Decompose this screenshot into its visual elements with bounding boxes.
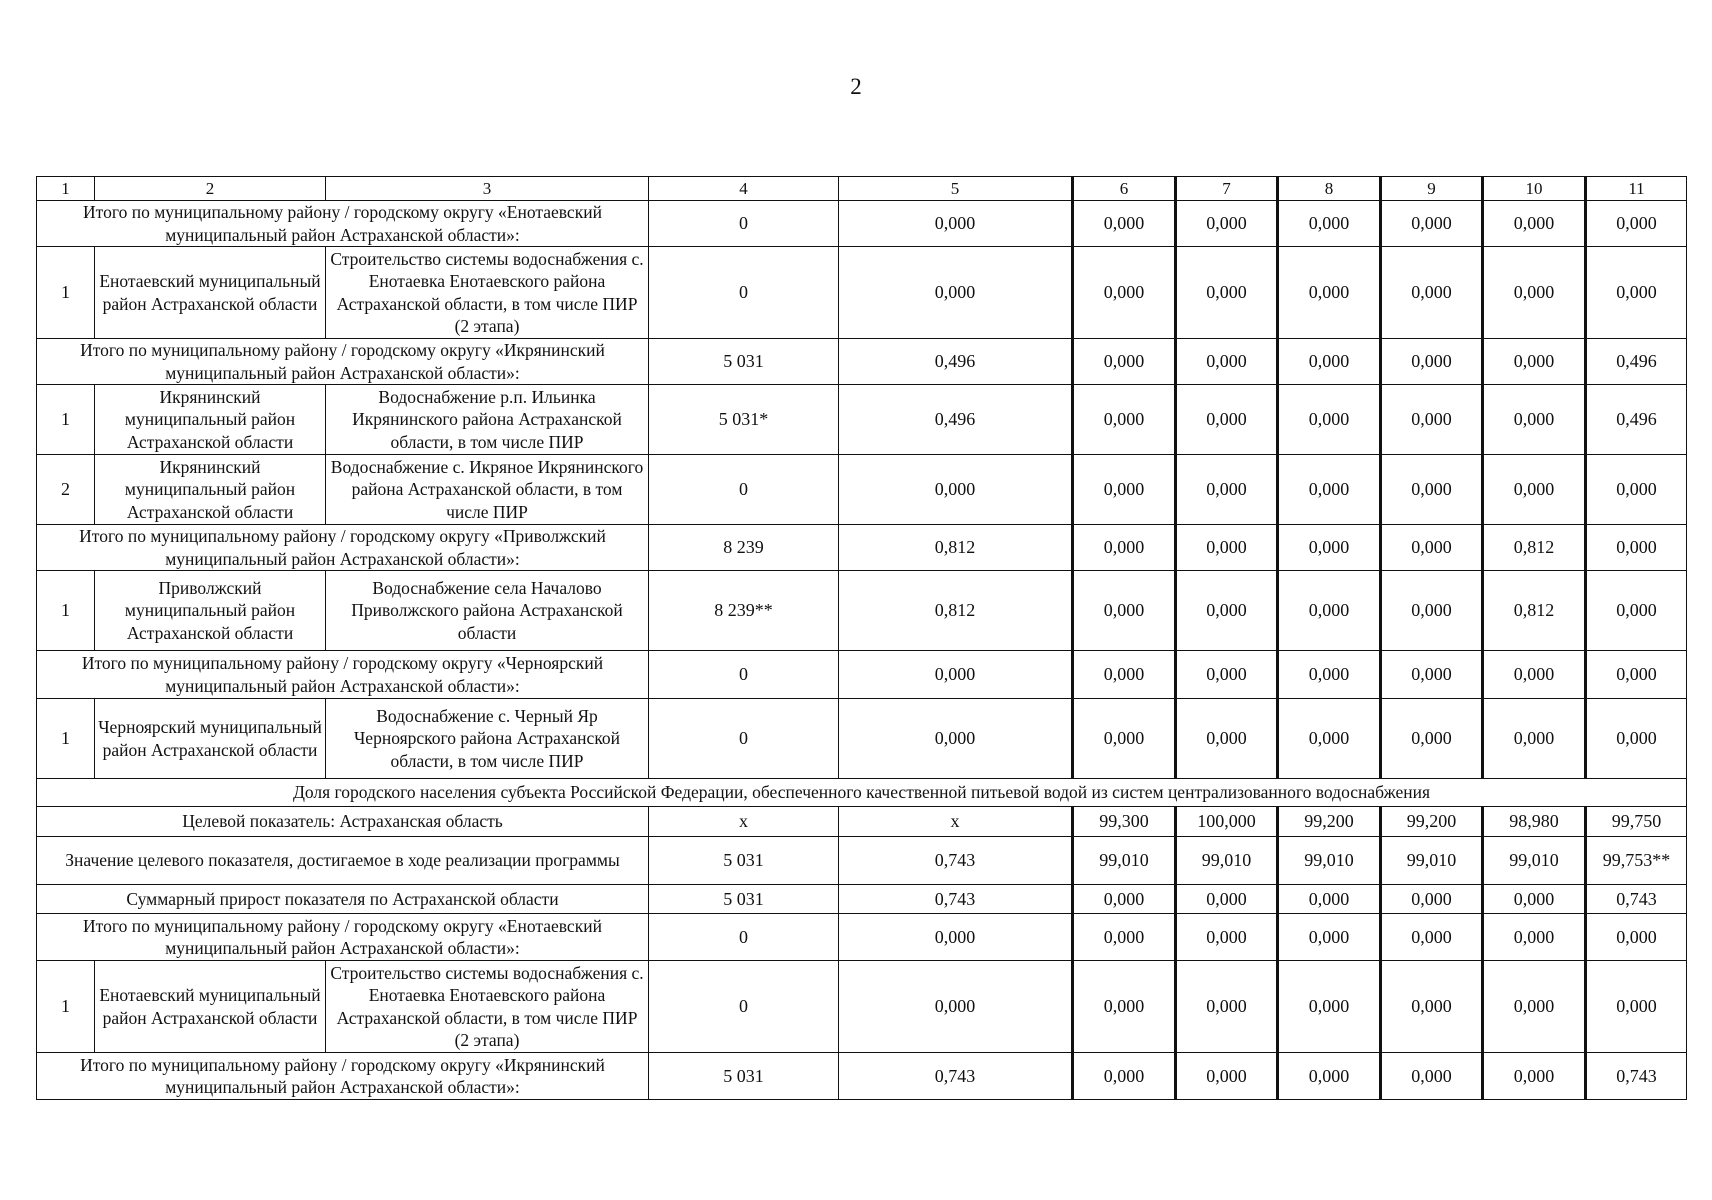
column-number-header: 6 [1073,177,1176,201]
year-value: 0,000 [1073,247,1176,339]
column-5-value: 0,812 [839,571,1073,651]
year-value: 0,000 [1278,885,1381,914]
column-number-header: 11 [1586,177,1687,201]
year-value: 0,000 [1483,201,1586,247]
year-value: 99,010 [1381,837,1483,885]
year-value: 0,000 [1073,201,1176,247]
column-5-value: 0,496 [839,339,1073,385]
subtotal-row [37,914,1687,961]
year-value: 0,000 [1381,961,1483,1053]
year-value: 98,980 [1483,807,1586,837]
year-value: 0,000 [1176,247,1278,339]
year-value: 0,000 [1073,914,1176,961]
column-number-header: 10 [1483,177,1586,201]
year-value: 0,000 [1586,699,1687,779]
year-value: 0,000 [1176,885,1278,914]
column-4-value: x [649,807,839,837]
column-4-value: 8 239 [649,525,839,571]
subtotal-row [37,1053,1687,1100]
column-4-value: 5 031* [649,385,839,455]
year-value: 99,200 [1278,807,1381,837]
column-4-value: 0 [649,247,839,339]
year-value: 99,010 [1278,837,1381,885]
year-value: 0,000 [1483,339,1586,385]
section-heading: Доля городского населения субъекта Российской Федерации, обеспеченного качественной питьевой водой из систем централизованного водоснабжения [37,779,1687,807]
row-number: 1 [37,247,95,339]
column-5-value: 0,743 [839,837,1073,885]
row-label: Целевой показатель: Астраханская область [37,807,649,837]
object-name: Строительство системы водоснабжения с. Енотаевка Енотаевского района Астраханской области, в том числе ПИР (2 этапа) [326,961,649,1053]
year-value: 0,000 [1483,455,1586,525]
section-heading-row [37,779,1687,807]
year-value: 0,000 [1073,385,1176,455]
year-value: 0,000 [1278,914,1381,961]
year-value: 0,000 [1483,885,1586,914]
year-value: 0,496 [1586,339,1687,385]
subtotal-row [37,837,1687,885]
year-value: 0,000 [1278,571,1381,651]
year-value: 0,000 [1073,961,1176,1053]
row-label: Итого по муниципальному району / городскому округу «Енотаевский муниципальный район Астраханской области»: [37,201,649,247]
year-value: 0,000 [1586,455,1687,525]
year-value: 0,000 [1073,455,1176,525]
year-value: 0,000 [1073,525,1176,571]
column-5-value: 0,000 [839,455,1073,525]
year-value: 0,000 [1586,914,1687,961]
year-value: 0,000 [1073,885,1176,914]
row-number: 2 [37,455,95,525]
year-value: 0,000 [1483,385,1586,455]
year-value: 0,000 [1278,699,1381,779]
year-value: 100,000 [1176,807,1278,837]
column-5-value: 0,000 [839,914,1073,961]
program-indicators-table [36,176,1687,1100]
column-number-header: 8 [1278,177,1381,201]
row-number: 1 [37,699,95,779]
year-value: 0,000 [1073,699,1176,779]
district-name: Енотаевский муниципальный район Астраханской области [95,961,326,1053]
subtotal-row [37,885,1687,914]
column-5-value: 0,000 [839,961,1073,1053]
year-value: 0,000 [1381,914,1483,961]
district-name: Приволжский муниципальный район Астраханской области [95,571,326,651]
column-4-value: 5 031 [649,885,839,914]
row-label: Итого по муниципальному району / городскому округу «Черноярский муниципальный район Астраханской области»: [37,651,649,699]
column-4-value: 0 [649,651,839,699]
column-5-value: x [839,807,1073,837]
column-number-header: 4 [649,177,839,201]
year-value: 0,000 [1278,651,1381,699]
year-value: 0,000 [1381,201,1483,247]
subtotal-row [37,807,1687,837]
year-value: 99,010 [1483,837,1586,885]
row-label: Суммарный прирост показателя по Астраханской области [37,885,649,914]
year-value: 0,000 [1483,1053,1586,1100]
column-number-header: 9 [1381,177,1483,201]
year-value: 0,000 [1176,201,1278,247]
year-value: 0,000 [1381,1053,1483,1100]
district-name: Икрянинский муниципальный район Астраханской области [95,385,326,455]
year-value: 0,000 [1176,961,1278,1053]
year-value: 0,000 [1381,455,1483,525]
column-4-value: 0 [649,961,839,1053]
year-value: 0,000 [1073,571,1176,651]
year-value: 0,000 [1381,339,1483,385]
year-value: 0,000 [1381,885,1483,914]
year-value: 0,000 [1381,699,1483,779]
object-name: Водоснабжение с. Черный Яр Черноярского района Астраханской области, в том числе ПИР [326,699,649,779]
column-4-value: 0 [649,699,839,779]
row-label: Итого по муниципальному району / городскому округу «Икрянинский муниципальный район Астраханской области»: [37,1053,649,1100]
year-value: 99,200 [1381,807,1483,837]
column-5-value: 0,496 [839,385,1073,455]
subtotal-row [37,201,1687,247]
year-value: 0,812 [1483,571,1586,651]
year-value: 0,000 [1176,385,1278,455]
table-row [37,247,1687,339]
row-number: 1 [37,385,95,455]
year-value: 0,000 [1381,571,1483,651]
year-value: 0,000 [1586,961,1687,1053]
column-number-header: 2 [95,177,326,201]
table-row [37,961,1687,1053]
column-4-value: 8 239** [649,571,839,651]
year-value: 0,000 [1176,571,1278,651]
table-row [37,385,1687,455]
column-5-value: 0,812 [839,525,1073,571]
object-name: Строительство системы водоснабжения с. Енотаевка Енотаевского района Астраханской области, в том числе ПИР (2 этапа) [326,247,649,339]
year-value: 99,753** [1586,837,1687,885]
year-value: 0,000 [1176,1053,1278,1100]
year-value: 99,300 [1073,807,1176,837]
year-value: 0,000 [1176,455,1278,525]
year-value: 0,000 [1278,961,1381,1053]
year-value: 99,010 [1176,837,1278,885]
year-value: 0,000 [1586,571,1687,651]
table-row [37,455,1687,525]
object-name: Водоснабжение с. Икряное Икрянинского района Астраханской области, в том числе ПИР [326,455,649,525]
subtotal-row [37,651,1687,699]
column-number-header: 3 [326,177,649,201]
year-value: 0,000 [1483,961,1586,1053]
subtotal-row [37,525,1687,571]
column-4-value: 0 [649,201,839,247]
column-5-value: 0,743 [839,1053,1073,1100]
district-name: Икрянинский муниципальный район Астраханской области [95,455,326,525]
year-value: 0,000 [1586,247,1687,339]
page-number: 2 [850,74,862,99]
year-value: 0,000 [1586,525,1687,571]
year-value: 0,000 [1278,247,1381,339]
year-value: 0,743 [1586,1053,1687,1100]
year-value: 99,750 [1586,807,1687,837]
row-number: 1 [37,961,95,1053]
table-row [37,699,1687,779]
column-number-header: 1 [37,177,95,201]
year-value: 0,000 [1278,1053,1381,1100]
year-value: 0,000 [1381,385,1483,455]
year-value: 0,000 [1381,525,1483,571]
year-value: 0,000 [1586,201,1687,247]
column-5-value: 0,000 [839,201,1073,247]
column-4-value: 5 031 [649,339,839,385]
year-value: 0,000 [1278,455,1381,525]
district-name: Черноярский муниципальный район Астраханской области [95,699,326,779]
year-value: 0,496 [1586,385,1687,455]
district-name: Енотаевский муниципальный район Астраханской области [95,247,326,339]
year-value: 0,000 [1381,247,1483,339]
year-value: 0,000 [1073,339,1176,385]
column-4-value: 5 031 [649,837,839,885]
year-value: 99,010 [1073,837,1176,885]
column-5-value: 0,000 [839,651,1073,699]
year-value: 0,000 [1381,651,1483,699]
year-value: 0,000 [1483,699,1586,779]
year-value: 0,000 [1176,525,1278,571]
object-name: Водоснабжение р.п. Ильинка Икрянинского района Астраханской области, в том числе ПИР [326,385,649,455]
table-row [37,571,1687,651]
row-label: Итого по муниципальному району / городскому округу «Приволжский муниципальный район Астраханской области»: [37,525,649,571]
column-4-value: 0 [649,914,839,961]
subtotal-row [37,339,1687,385]
year-value: 0,000 [1483,914,1586,961]
column-number-header: 7 [1176,177,1278,201]
row-label: Итого по муниципальному району / городскому округу «Икрянинский муниципальный район Астраханской области»: [37,339,649,385]
column-number-header: 5 [839,177,1073,201]
column-4-value: 5 031 [649,1053,839,1100]
year-value: 0,000 [1278,201,1381,247]
column-5-value: 0,000 [839,247,1073,339]
year-value: 0,000 [1073,1053,1176,1100]
year-value: 0,000 [1278,385,1381,455]
year-value: 0,812 [1483,525,1586,571]
year-value: 0,000 [1483,247,1586,339]
year-value: 0,000 [1278,339,1381,385]
year-value: 0,000 [1176,651,1278,699]
column-5-value: 0,000 [839,699,1073,779]
year-value: 0,000 [1586,651,1687,699]
year-value: 0,000 [1176,914,1278,961]
row-number: 1 [37,571,95,651]
year-value: 0,000 [1176,699,1278,779]
column-5-value: 0,743 [839,885,1073,914]
header-row [37,177,1687,201]
row-label: Итого по муниципальному району / городскому округу «Енотаевский муниципальный район Астраханской области»: [37,914,649,961]
object-name: Водоснабжение села Началово Приволжского района Астраханской области [326,571,649,651]
year-value: 0,000 [1483,651,1586,699]
column-4-value: 0 [649,455,839,525]
year-value: 0,743 [1586,885,1687,914]
year-value: 0,000 [1176,339,1278,385]
row-label: Значение целевого показателя, достигаемое в ходе реализации программы [37,837,649,885]
year-value: 0,000 [1278,525,1381,571]
year-value: 0,000 [1073,651,1176,699]
